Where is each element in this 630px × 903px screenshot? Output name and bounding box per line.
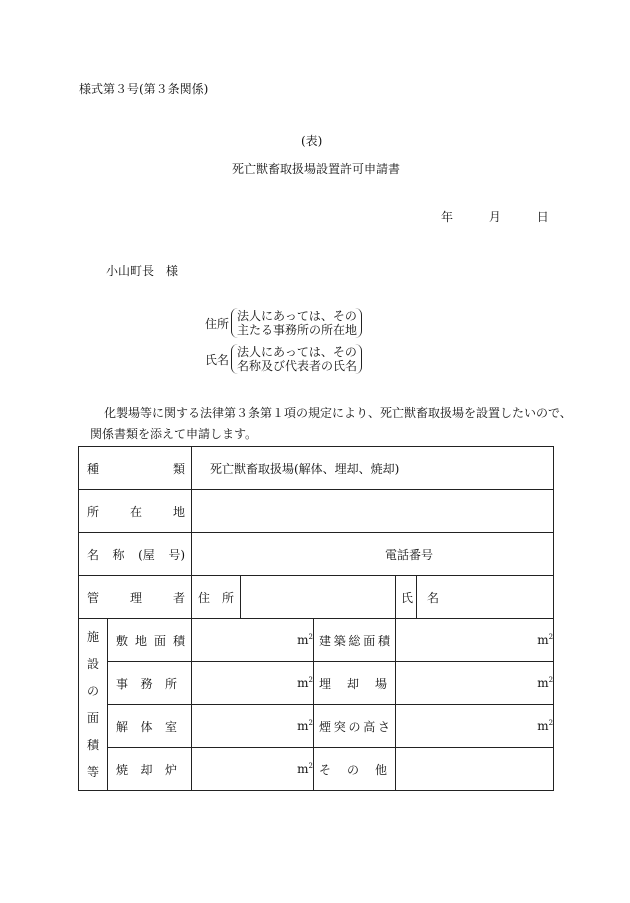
label-char: の xyxy=(348,719,361,734)
table-row xyxy=(79,533,554,576)
label-char: 室 xyxy=(164,719,177,734)
location-value[interactable] xyxy=(192,490,554,533)
side-label: (表) xyxy=(301,134,323,148)
date-month: 月 xyxy=(488,210,501,224)
right-area-value[interactable] xyxy=(396,705,554,748)
right-area-value[interactable] xyxy=(396,619,554,662)
manager-address-char: 住 xyxy=(198,590,211,605)
recipient: 小山町長 様 xyxy=(106,264,179,278)
label-char: 積 xyxy=(377,633,390,648)
label-char: 突 xyxy=(333,719,346,734)
body-text-2: 関係書類を添えて申請します。 xyxy=(90,427,258,441)
label-char: 埋 xyxy=(319,676,332,691)
label-char: 他 xyxy=(374,762,387,777)
manager-name-value[interactable] xyxy=(401,576,554,619)
date-year: 年 xyxy=(441,210,454,224)
manager-label-char: 管 xyxy=(87,590,100,605)
label-char: 所 xyxy=(164,676,177,691)
right-item-label xyxy=(314,619,396,662)
form-number: 様式第３号(第３条関係) xyxy=(79,82,209,96)
phone-cell[interactable] xyxy=(192,533,554,576)
manager-address-char: 所 xyxy=(221,590,234,605)
kind-value: 死亡獣畜取扱場(解体、埋却、焼却) xyxy=(192,447,554,490)
manager-address-value[interactable] xyxy=(241,576,396,619)
label-char: 却 xyxy=(140,762,153,777)
left-area-value[interactable] xyxy=(192,619,314,662)
address-note xyxy=(231,308,362,338)
manager-label-char: 者 xyxy=(172,590,185,605)
left-item-label xyxy=(108,748,192,791)
label-char: 務 xyxy=(140,676,153,691)
name-label: 氏名 xyxy=(205,352,230,367)
label-char: そ xyxy=(319,762,332,777)
label-char: 却 xyxy=(346,676,359,691)
label-char: 築 xyxy=(333,633,346,648)
manager-label-char: 理 xyxy=(129,590,142,605)
label-char: さ xyxy=(377,719,390,734)
name-label-char: (屋 xyxy=(138,547,155,562)
name-label-cell xyxy=(79,533,192,576)
phone-label: 電話番号 xyxy=(385,547,434,562)
left-item-label xyxy=(108,705,192,748)
right-other-value[interactable] xyxy=(396,748,554,791)
address-note-line: 法人にあっては、その xyxy=(237,309,357,323)
address-note-line: 主たる事務所の所在地 xyxy=(237,323,358,337)
right-item-label xyxy=(314,748,396,791)
kind-label-char: 種 xyxy=(87,461,100,476)
label-char: 炉 xyxy=(164,762,177,777)
label-char: 面 xyxy=(363,633,376,648)
label-char: 面 xyxy=(153,633,166,648)
name-note xyxy=(231,344,362,374)
name-label-char: 号) xyxy=(168,547,185,562)
label-char: 煙 xyxy=(319,719,332,734)
facility-area-char: 施 xyxy=(86,629,99,644)
location-label-cell xyxy=(79,490,192,533)
manager-name-char: 氏 xyxy=(401,590,414,605)
name-label-char: 名 xyxy=(87,547,100,562)
facility-area-char: 積 xyxy=(86,738,99,753)
sqm-unit: $m^2$ xyxy=(297,676,313,690)
label-char: の xyxy=(346,762,359,777)
applicant-address xyxy=(205,308,362,338)
facility-area-char: 設 xyxy=(86,656,99,671)
facility-area-char: の xyxy=(86,683,99,698)
table-row xyxy=(79,619,554,662)
left-area-value[interactable] xyxy=(192,705,314,748)
label-char: 高 xyxy=(363,719,376,734)
right-area-value[interactable] xyxy=(396,662,554,705)
kind-label-cell xyxy=(79,447,192,490)
sqm-unit: $m^2$ xyxy=(297,762,313,776)
manager-address-label-cell xyxy=(192,576,241,619)
facility-area-char: 等 xyxy=(86,765,99,780)
manager-name-char: 名 xyxy=(426,590,439,605)
right-item-label xyxy=(314,662,396,705)
manager-label-cell xyxy=(79,576,192,619)
label-char: 積 xyxy=(172,633,185,648)
table-row xyxy=(79,576,554,619)
sqm-unit: $m^2$ xyxy=(297,633,313,647)
date-day: 日 xyxy=(536,210,549,224)
label-char: 事 xyxy=(116,676,129,691)
table-row xyxy=(79,748,554,791)
table-row xyxy=(79,447,554,490)
label-char: 場 xyxy=(374,676,387,691)
facility-area-char: 面 xyxy=(86,711,99,726)
label-char: 解 xyxy=(116,719,129,734)
name-note-line: 名称及び代表者の氏名 xyxy=(237,359,358,373)
left-area-value[interactable] xyxy=(192,662,314,705)
name-note-line: 法人にあっては、その xyxy=(237,345,357,359)
location-label-char: 在 xyxy=(129,504,142,519)
address-label: 住所 xyxy=(205,316,230,331)
label-char: 地 xyxy=(134,633,147,648)
page-title: 死亡獣畜取扱場設置許可申請書 xyxy=(232,162,401,176)
label-char: 敷 xyxy=(116,633,129,648)
table-row xyxy=(79,705,554,748)
table-row xyxy=(79,490,554,533)
sqm-unit: $m^2$ xyxy=(537,676,554,690)
label-char: 建 xyxy=(319,633,332,648)
left-item-label xyxy=(108,619,192,662)
left-item-label xyxy=(108,662,192,705)
facility-area-label xyxy=(79,619,108,791)
label-char: 焼 xyxy=(116,762,129,777)
application-table xyxy=(78,446,554,791)
location-label-char: 地 xyxy=(172,504,185,519)
applicant-name xyxy=(205,344,362,374)
label-char: 総 xyxy=(348,633,361,648)
label-char: 体 xyxy=(140,719,153,734)
sqm-unit: $m^2$ xyxy=(537,633,554,647)
body-text: 化製場等に関する法律第３条第１項の規定により、死亡獣畜取扱場を設置したいので、 xyxy=(104,406,572,420)
table-row xyxy=(79,662,554,705)
right-item-label xyxy=(314,705,396,748)
left-area-value[interactable] xyxy=(192,748,314,791)
date-line xyxy=(441,208,549,225)
sqm-unit: $m^2$ xyxy=(537,719,554,733)
sqm-unit: $m^2$ xyxy=(297,719,313,733)
name-label-char: 称 xyxy=(112,547,125,562)
kind-label-char: 類 xyxy=(172,461,185,476)
location-label-char: 所 xyxy=(87,504,100,519)
